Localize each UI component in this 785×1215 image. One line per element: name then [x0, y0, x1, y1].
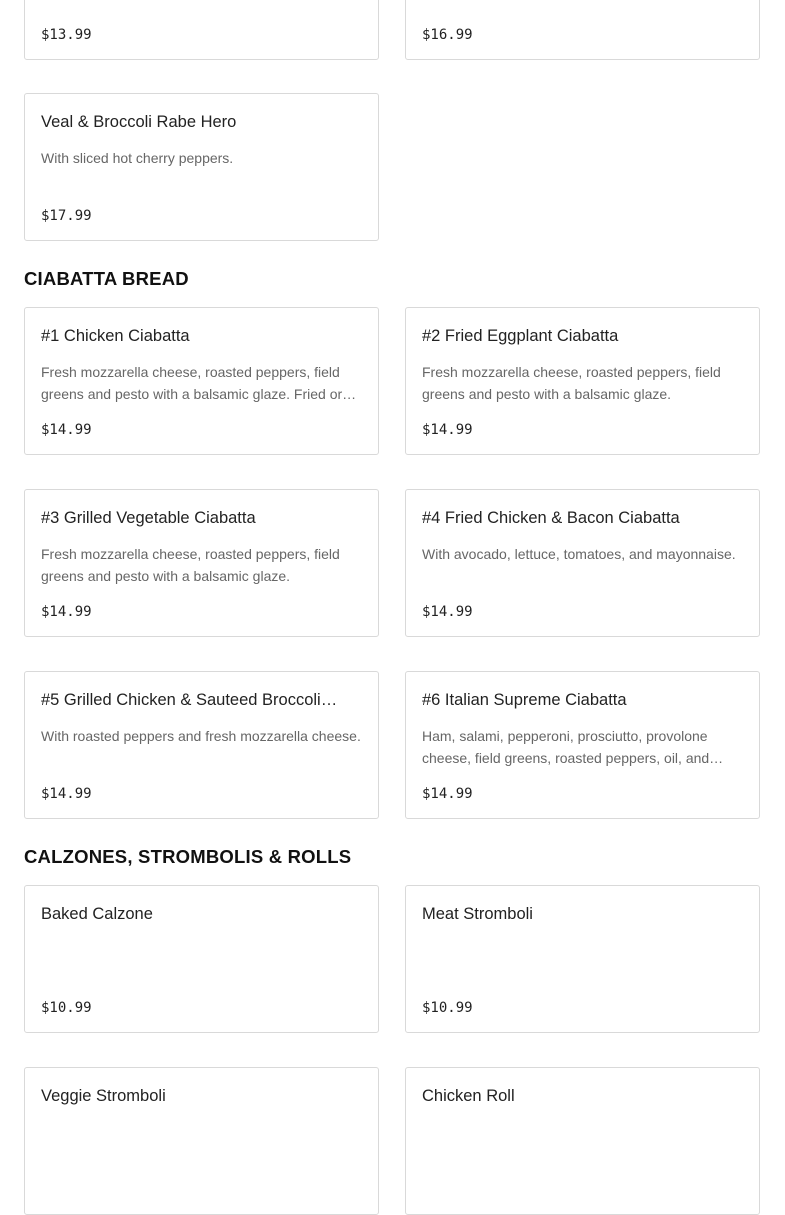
item-description: With avocado, lettuce, tomatoes, and mayonnaise.: [422, 546, 736, 562]
item-price: $10.99: [422, 1000, 473, 1016]
item-price: $14.99: [41, 604, 92, 620]
item-price: $14.99: [422, 604, 473, 620]
item-price: $16.99: [422, 27, 473, 43]
item-name: #3 Grilled Vegetable Ciabatta: [41, 509, 256, 527]
menu-item-card[interactable]: [24, 671, 379, 819]
menu-item-card[interactable]: [24, 307, 379, 455]
menu-item-card[interactable]: [405, 489, 760, 637]
item-price: $13.99: [41, 27, 92, 43]
item-price: $14.99: [422, 422, 473, 438]
menu-item-card[interactable]: [405, 885, 760, 1033]
menu-item-card[interactable]: [405, 0, 760, 60]
item-description: Fresh mozzarella cheese, roasted peppers, field greens and pesto with a balsamic glaze.: [422, 364, 721, 402]
item-name: #2 Fried Eggplant Ciabatta: [422, 327, 619, 345]
menu-item-card[interactable]: [405, 671, 760, 819]
menu-item-card[interactable]: [24, 489, 379, 637]
item-description: Fresh mozzarella cheese, roasted peppers, field greens and pesto with a balsamic glaze.: [41, 546, 340, 584]
item-description: Ham, salami, pepperoni, prosciutto, provolone cheese, field greens, roasted peppers, oil, and…: [422, 728, 724, 766]
item-name: #5 Grilled Chicken & Sauteed Broccoli…: [41, 691, 338, 709]
menu-item-card[interactable]: [24, 1067, 379, 1215]
item-name: Veal & Broccoli Rabe Hero: [41, 113, 237, 131]
section-title-calzones: CALZONES, STROMBOLIS & ROLLS: [24, 846, 352, 867]
item-price: $17.99: [41, 208, 92, 224]
menu-item-card[interactable]: [24, 93, 379, 241]
item-price: $14.99: [422, 786, 473, 802]
item-name: Baked Calzone: [41, 905, 153, 923]
item-name: Veggie Stromboli: [41, 1087, 166, 1105]
menu-item-card[interactable]: [24, 0, 379, 60]
item-name: #1 Chicken Ciabatta: [41, 327, 190, 345]
item-price: $14.99: [41, 786, 92, 802]
item-name: Chicken Roll: [422, 1087, 515, 1105]
item-price: $14.99: [41, 422, 92, 438]
item-description: Fresh mozzarella cheese, roasted peppers, field greens and pesto with a balsamic glaze. Fried or…: [41, 364, 357, 402]
item-name: #4 Fried Chicken & Bacon Ciabatta: [422, 509, 680, 527]
item-description: With roasted peppers and fresh mozzarella cheese.: [41, 728, 361, 744]
item-price: $10.99: [41, 1000, 92, 1016]
menu-item-card[interactable]: [405, 307, 760, 455]
menu-item-card[interactable]: [405, 1067, 760, 1215]
item-name: Meat Stromboli: [422, 905, 533, 923]
item-name: #6 Italian Supreme Ciabatta: [422, 691, 627, 709]
section-title-ciabatta: CIABATTA BREAD: [24, 268, 189, 289]
item-description: With sliced hot cherry peppers.: [41, 150, 234, 166]
menu-item-card[interactable]: [24, 885, 379, 1033]
